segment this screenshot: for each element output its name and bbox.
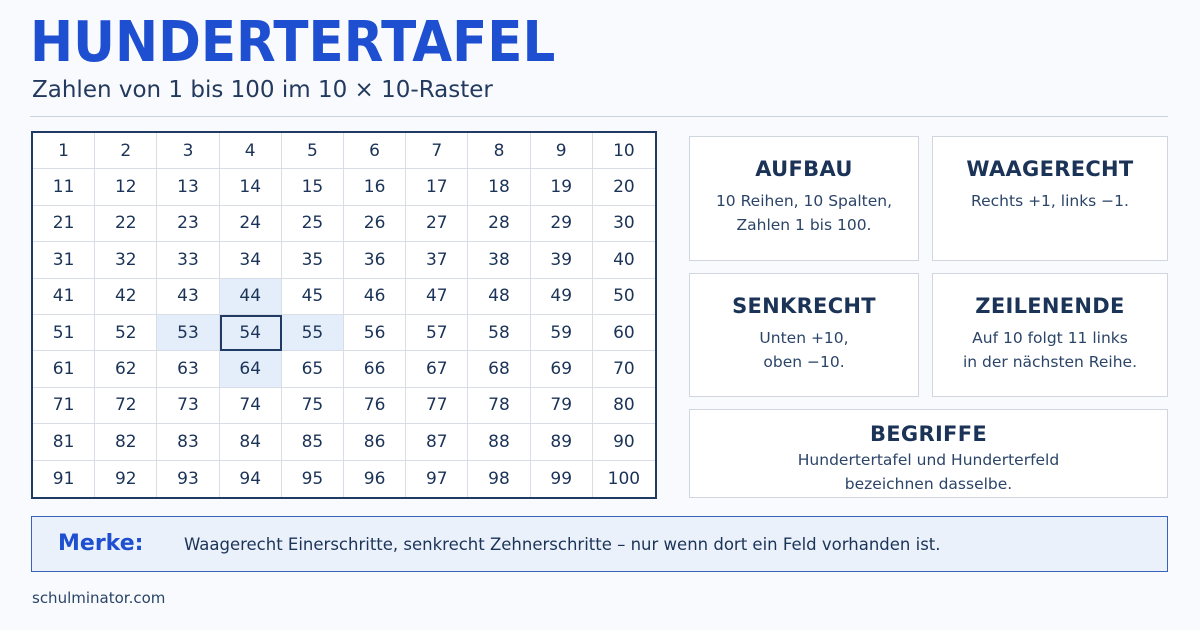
- number-cell: 92: [95, 461, 157, 497]
- card-begriffe: [689, 409, 1168, 498]
- card-begriffe-title: BEGRIFFE: [869, 422, 987, 446]
- number-cell: 43: [157, 279, 219, 315]
- number-cell: 80: [593, 388, 655, 424]
- number-cell: 36: [344, 242, 406, 278]
- number-cell: 95: [282, 461, 344, 497]
- number-cell: 38: [468, 242, 530, 278]
- number-cell: 7: [406, 133, 468, 169]
- number-cell: 21: [33, 206, 95, 242]
- number-cell: 11: [33, 169, 95, 205]
- number-cell: 35: [282, 242, 344, 278]
- number-cell: 33: [157, 242, 219, 278]
- number-cell: 48: [468, 279, 530, 315]
- number-cell: 85: [282, 424, 344, 460]
- merke-box: [31, 516, 1168, 572]
- card-zeilenende: [932, 273, 1168, 397]
- number-cell: 29: [531, 206, 593, 242]
- number-cell: 63: [157, 351, 219, 387]
- number-cell: 68: [468, 351, 530, 387]
- number-cell: 71: [33, 388, 95, 424]
- number-cell: 91: [33, 461, 95, 497]
- number-cell: 46: [344, 279, 406, 315]
- number-cell: 53: [157, 315, 219, 351]
- number-cell: 72: [95, 388, 157, 424]
- number-cell: 9: [531, 133, 593, 169]
- number-cell: 57: [406, 315, 468, 351]
- number-cell: 24: [220, 206, 282, 242]
- number-cell: 70: [593, 351, 655, 387]
- number-cell: 96: [344, 461, 406, 497]
- number-cell: 84: [220, 424, 282, 460]
- number-cell: 18: [468, 169, 530, 205]
- card-waagerecht: [932, 136, 1168, 261]
- number-cell: 22: [95, 206, 157, 242]
- number-cell: 58: [468, 315, 530, 351]
- number-cell: 8: [468, 133, 530, 169]
- number-cell: 25: [282, 206, 344, 242]
- number-cell: 66: [344, 351, 406, 387]
- number-cell: 94: [220, 461, 282, 497]
- number-cell: 59: [531, 315, 593, 351]
- number-cell: 16: [344, 169, 406, 205]
- card-begriffe-text: Hundertertafel und Hunderterfeld bezeichnen dasselbe.: [797, 451, 1060, 493]
- number-cell: 6: [344, 133, 406, 169]
- number-cell: 97: [406, 461, 468, 497]
- number-cell: 39: [531, 242, 593, 278]
- page-title: HUNDERTERTAFEL: [30, 10, 556, 75]
- number-cell: 34: [220, 242, 282, 278]
- number-cell: 82: [95, 424, 157, 460]
- number-cell: 74: [220, 388, 282, 424]
- number-cell: 60: [593, 315, 655, 351]
- number-cell: 88: [468, 424, 530, 460]
- number-cell: 89: [531, 424, 593, 460]
- number-cell: 30: [593, 206, 655, 242]
- number-cell: 47: [406, 279, 468, 315]
- number-cell: 13: [157, 169, 219, 205]
- number-cell: 31: [33, 242, 95, 278]
- number-cell: 87: [406, 424, 468, 460]
- number-cell: 12: [95, 169, 157, 205]
- number-cell: 52: [95, 315, 157, 351]
- number-cell: 27: [406, 206, 468, 242]
- number-cell: 75: [282, 388, 344, 424]
- number-cell: 50: [593, 279, 655, 315]
- number-cell: 32: [95, 242, 157, 278]
- number-cell: 45: [282, 279, 344, 315]
- number-cell: 99: [531, 461, 593, 497]
- number-cell: 42: [95, 279, 157, 315]
- card-senkrecht-title: SENKRECHT: [732, 294, 876, 318]
- number-cell: 90: [593, 424, 655, 460]
- card-waagerecht-title: WAAGERECHT: [966, 157, 1134, 181]
- card-senkrecht-text: Unten +10, oben −10.: [759, 329, 849, 371]
- merke-label: Merke:: [58, 531, 144, 556]
- number-cell: 76: [344, 388, 406, 424]
- number-cell: 100: [607, 468, 641, 489]
- number-cell: 79: [531, 388, 593, 424]
- number-cell: 17: [406, 169, 468, 205]
- number-cell: 86: [344, 424, 406, 460]
- card-zeilenende-text: Auf 10 folgt 11 links in der nächsten Reihe.: [962, 329, 1138, 371]
- card-aufbau-text: 10 Reihen, 10 Spalten, Zahlen 1 bis 100.: [715, 192, 893, 234]
- number-cell: 40: [593, 242, 655, 278]
- number-cell: 54: [220, 315, 282, 351]
- number-cell: 5: [282, 133, 344, 169]
- number-cell: 4: [220, 133, 282, 169]
- number-cell: 19: [531, 169, 593, 205]
- card-senkrecht: [689, 273, 919, 397]
- page-subtitle: Zahlen von 1 bis 100 im 10 × 10-Raster: [32, 77, 493, 103]
- number-cell: 1: [33, 133, 95, 169]
- number-cell: 20: [593, 169, 655, 205]
- number-cell: 81: [33, 424, 95, 460]
- footer-source: schulminator.com: [32, 589, 166, 607]
- number-cell: 14: [220, 169, 282, 205]
- number-cell: 73: [157, 388, 219, 424]
- number-cell: 65: [282, 351, 344, 387]
- number-cell: 26: [344, 206, 406, 242]
- header-divider: [30, 116, 1168, 117]
- number-cell: 44: [220, 279, 282, 315]
- number-cell: 28: [468, 206, 530, 242]
- number-cell: 49: [531, 279, 593, 315]
- number-cell: 83: [157, 424, 219, 460]
- number-cell: 37: [406, 242, 468, 278]
- number-cell: 62: [95, 351, 157, 387]
- number-cell: 77: [406, 388, 468, 424]
- number-cell: 41: [33, 279, 95, 315]
- number-cell: 23: [157, 206, 219, 242]
- number-cell: 93: [157, 461, 219, 497]
- hundred-table: [31, 131, 657, 499]
- number-cell: 51: [33, 315, 95, 351]
- number-cell: 67: [406, 351, 468, 387]
- number-cell: 64: [220, 351, 282, 387]
- card-aufbau-title: AUFBAU: [755, 157, 853, 181]
- merke-text: Waagerecht Einerschritte, senkrecht Zehnerschritte – nur wenn dort ein Feld vorhanden ist.: [184, 535, 941, 554]
- number-cell: 78: [468, 388, 530, 424]
- number-cell: 56: [344, 315, 406, 351]
- number-cell: 3: [157, 133, 219, 169]
- number-cell: 2: [95, 133, 157, 169]
- card-aufbau: [689, 136, 919, 261]
- number-cell: 10: [593, 133, 655, 169]
- card-waagerecht-text: Rechts +1, links −1.: [971, 192, 1129, 210]
- number-cell: 69: [531, 351, 593, 387]
- number-cell: 98: [468, 461, 530, 497]
- card-zeilenende-title: ZEILENENDE: [975, 294, 1125, 318]
- number-cell: 55: [282, 315, 344, 351]
- number-cell: 61: [33, 351, 95, 387]
- number-cell: 15: [282, 169, 344, 205]
